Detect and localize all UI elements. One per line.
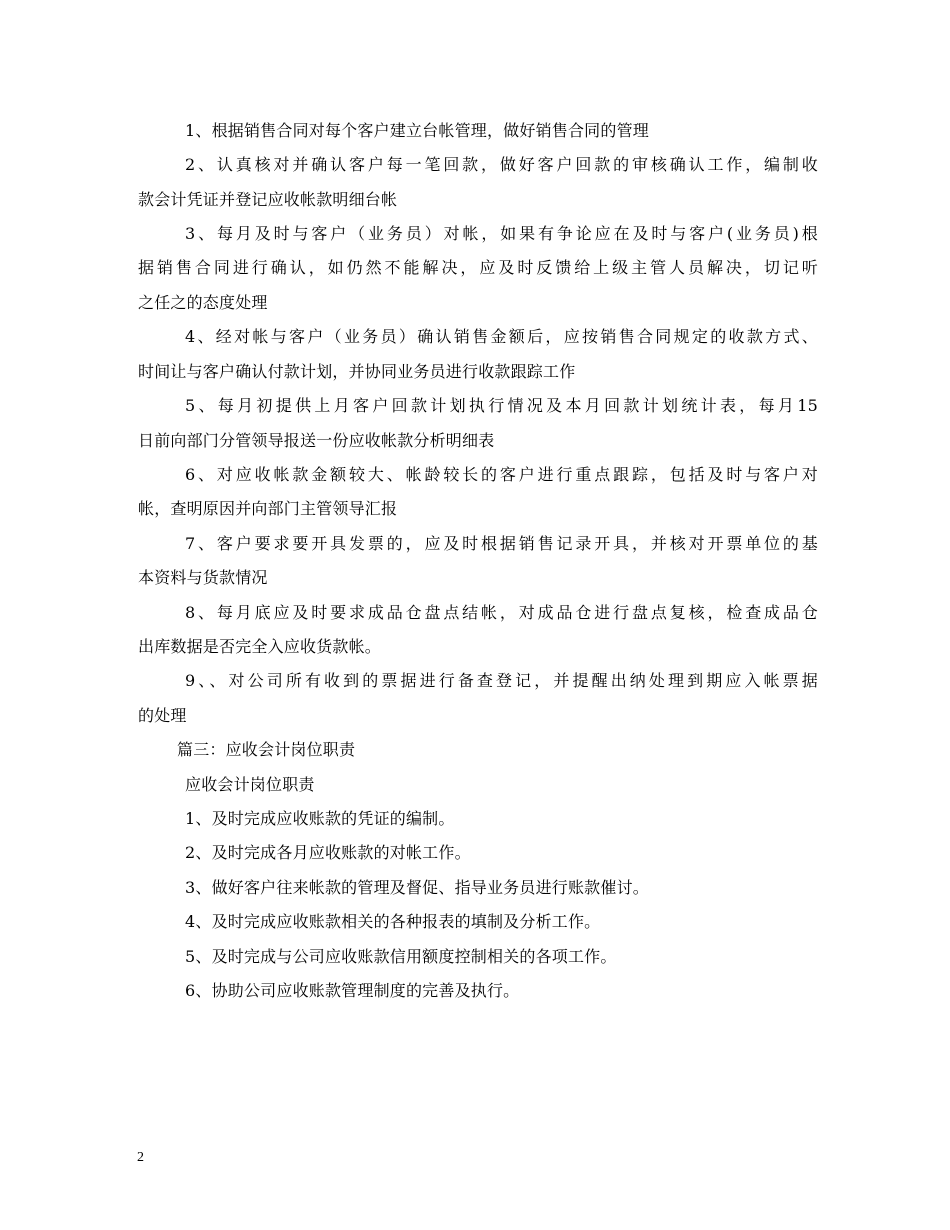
paragraph-line: 2、认真核对并确认客户每一笔回款，做好客户回款的审核确认工作，编制收 bbox=[185, 155, 818, 174]
paragraph-line: 本资料与货款情况 bbox=[138, 568, 268, 587]
paragraph-line: 之任之的态度处理 bbox=[138, 293, 268, 312]
paragraph-line: 款会计凭证并登记应收帐款明细台帐 bbox=[138, 190, 398, 209]
paragraph-line: 4、经对帐与客户（业务员）确认销售金额后，应按销售合同规定的收款方式、 bbox=[185, 327, 818, 346]
paragraph-line: 8、每月底应及时要求成品仓盘点结帐，对成品仓进行盘点复核，检查成品仓 bbox=[185, 603, 818, 622]
paragraph-line: 日前向部门分管领导报送一份应收帐款分析明细表 bbox=[138, 431, 495, 450]
duty-item: 3、做好客户往来帐款的管理及督促、指导业务员进行账款催讨。 bbox=[185, 878, 649, 897]
section-title: 应收会计岗位职责 bbox=[185, 775, 315, 794]
paragraph-line: 3、每月及时与客户（业务员）对帐，如果有争论应在及时与客户(业务员)根 bbox=[185, 224, 818, 243]
paragraph-line: 的处理 bbox=[138, 706, 187, 725]
paragraph-line: 帐，查明原因并向部门主管领导汇报 bbox=[138, 499, 398, 518]
duty-item: 6、协助公司应收账款管理制度的完善及执行。 bbox=[185, 981, 520, 1000]
paragraph-line: 出库数据是否完全入应收货款帐。 bbox=[138, 637, 382, 656]
duty-item: 5、及时完成与公司应收账款信用额度控制相关的各项工作。 bbox=[185, 947, 617, 966]
paragraph-line: 时间让与客户确认付款计划，并协同业务员进行收款跟踪工作 bbox=[138, 362, 576, 381]
duty-item: 2、及时完成各月应收账款的对帐工作。 bbox=[185, 843, 471, 862]
paragraph-line: 据销售合同进行确认，如仍然不能解决，应及时反馈给上级主管人员解决，切记听 bbox=[138, 258, 818, 277]
page-number: 2 bbox=[137, 1150, 144, 1165]
paragraph-line: 1、根据销售合同对每个客户建立台帐管理，做好销售合同的管理 bbox=[185, 121, 649, 140]
section-heading: 篇三：应收会计岗位职责 bbox=[177, 740, 356, 759]
paragraph-line: 7、客户要求要开具发票的，应及时根据销售记录开具，并核对开票单位的基 bbox=[185, 534, 818, 553]
paragraph-line: 9、、对公司所有收到的票据进行备查登记，并提醒出纳处理到期应入帐票据 bbox=[185, 671, 818, 690]
duty-item: 1、及时完成应收账款的凭证的编制。 bbox=[185, 809, 455, 828]
duty-item: 4、及时完成应收账款相关的各种报表的填制及分析工作。 bbox=[185, 912, 601, 931]
paragraph-line: 6、对应收帐款金额较大、帐龄较长的客户进行重点跟踪，包括及时与客户对 bbox=[185, 465, 818, 484]
paragraph-line: 5、每月初提供上月客户回款计划执行情况及本月回款计划统计表，每月15 bbox=[185, 396, 818, 415]
